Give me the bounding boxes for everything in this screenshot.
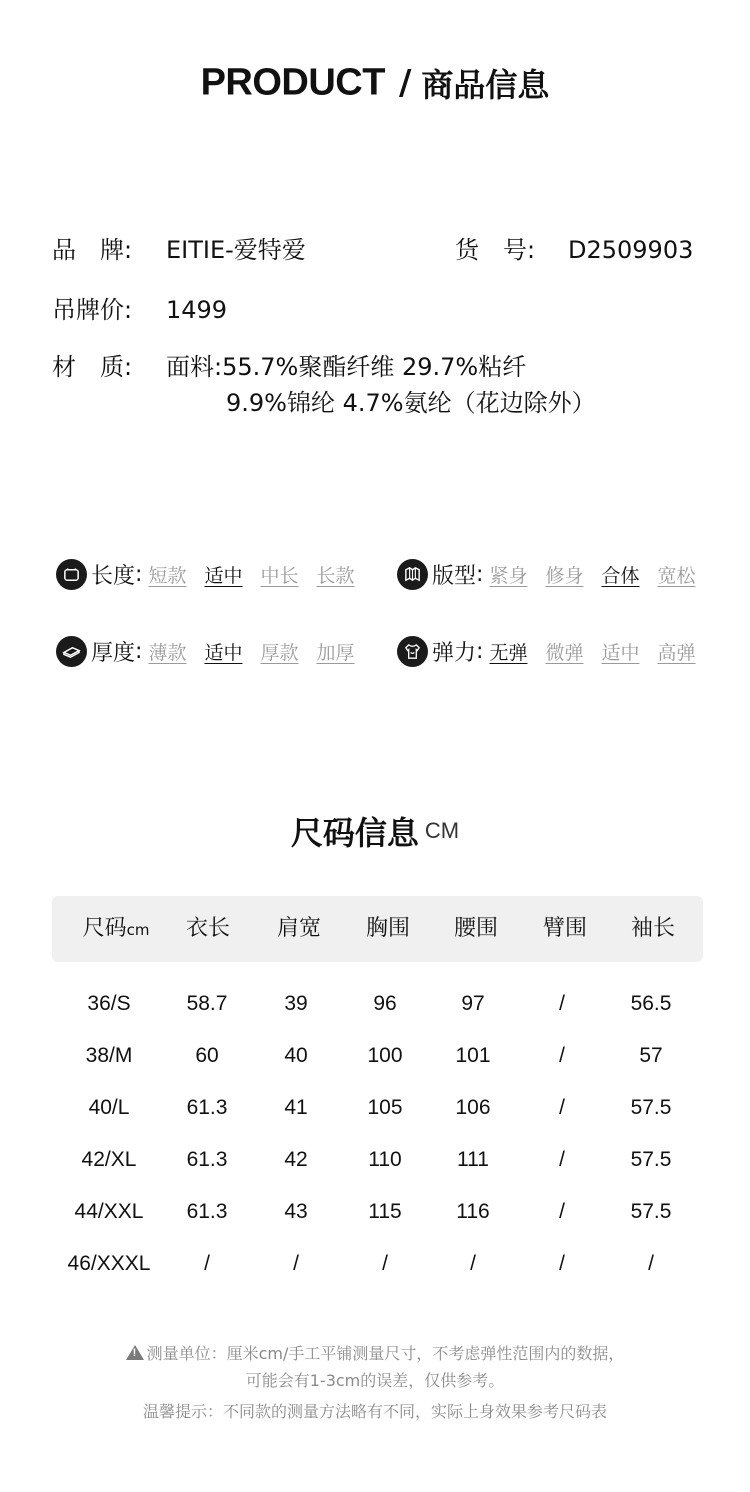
table-cell: 115 — [368, 1200, 402, 1223]
table-cell: 57 — [639, 1044, 663, 1067]
table-cell: 36/S — [87, 992, 131, 1015]
measurement-note — [0, 1341, 750, 1364]
attribute-option: 适中 — [601, 641, 640, 664]
attribute-option-selected: 适中 — [204, 564, 243, 587]
table-cell: 110 — [368, 1148, 402, 1171]
attribute-option: 高弹 — [657, 641, 696, 664]
table-cell: / — [648, 1252, 654, 1275]
attribute-option: 紧身 — [489, 564, 528, 587]
table-cell: 106 — [455, 1096, 491, 1119]
brand-label: 品 牌: — [52, 236, 133, 264]
table-cell: 40 — [284, 1044, 308, 1067]
sku-label: 货 号: — [455, 236, 536, 264]
table-cell: / — [382, 1252, 388, 1275]
brand-row — [52, 230, 306, 265]
attribute-option: 修身 — [545, 564, 584, 587]
attribute-name: 弹力 — [432, 640, 477, 666]
column-header-size: 尺码cm — [82, 916, 150, 941]
table-cell: / — [559, 1096, 565, 1119]
elasticity-icon — [397, 636, 428, 667]
attribute-fit — [397, 558, 696, 590]
warning-icon — [126, 1345, 144, 1360]
table-cell: 111 — [457, 1148, 489, 1171]
table-row — [0, 1200, 750, 1230]
column-header: 肩宽 — [276, 916, 322, 941]
page-header — [0, 60, 750, 106]
table-cell: 96 — [373, 992, 397, 1015]
table-cell: / — [470, 1252, 476, 1275]
attribute-colon: : — [476, 638, 484, 664]
attribute-length — [56, 558, 355, 590]
table-cell: 42/XL — [81, 1148, 137, 1171]
table-row — [0, 1096, 750, 1126]
attribute-name: 版型 — [432, 563, 477, 589]
table-cell: / — [293, 1252, 299, 1275]
length-icon — [56, 559, 87, 590]
attribute-name: 长度 — [91, 563, 136, 589]
brand-value: EITIE-爱特爱 — [166, 236, 306, 264]
table-cell: 60 — [195, 1044, 219, 1067]
attribute-option: 宽松 — [657, 564, 696, 587]
attribute-option: 厚款 — [260, 641, 299, 664]
size-title: 尺码信息 — [290, 814, 419, 852]
table-cell: 61.3 — [186, 1200, 228, 1223]
table-cell: / — [204, 1252, 210, 1275]
table-cell: 105 — [367, 1096, 403, 1119]
size-unit: CM — [424, 818, 460, 843]
table-cell: 116 — [456, 1200, 490, 1223]
attribute-option-selected: 无弹 — [489, 641, 528, 664]
attribute-option: 中长 — [260, 564, 299, 587]
table-row — [0, 1044, 750, 1074]
attribute-colon: : — [135, 638, 143, 664]
table-cell: / — [559, 1200, 565, 1223]
table-cell: 46/XXXL — [67, 1252, 151, 1275]
column-header: 衣长 — [185, 916, 231, 941]
table-cell: 57.5 — [630, 1200, 672, 1223]
attribute-option-selected: 合体 — [601, 564, 640, 587]
column-header: 臂围 — [542, 916, 588, 941]
attribute-option: 薄款 — [148, 641, 187, 664]
title-cn: 商品信息 — [421, 66, 550, 104]
table-cell: 38/M — [85, 1044, 133, 1067]
note-line1: 测量单位：厘米cm/手工平铺测量尺寸，不考虑弹性范围内的数据， — [146, 1344, 625, 1363]
table-cell: 61.3 — [186, 1096, 228, 1119]
table-row — [0, 992, 750, 1022]
material-row — [52, 347, 526, 382]
table-cell: 43 — [284, 1200, 308, 1223]
material-line1: 面料:55.7%聚酯纤维 29.7%粘纤 — [166, 353, 527, 381]
table-cell: 101 — [455, 1044, 491, 1067]
sku-value: D2509903 — [568, 236, 694, 264]
thickness-icon — [56, 636, 87, 667]
table-cell: 41 — [284, 1096, 308, 1119]
table-cell: / — [559, 1044, 565, 1067]
table-cell: 40/L — [88, 1096, 130, 1119]
title-en: PRODUCT — [200, 61, 385, 104]
table-cell: 58.7 — [186, 992, 228, 1015]
sku-row — [455, 230, 693, 265]
column-header: 胸围 — [365, 916, 411, 941]
material-label: 材 质: — [52, 353, 133, 381]
table-cell: 44/XXL — [74, 1200, 144, 1223]
table-cell: 100 — [367, 1044, 403, 1067]
note-line3: 温馨提示：不同款的测量方法略有不同，实际上身效果参考尺码表 — [142, 1402, 607, 1421]
price-row — [52, 290, 227, 325]
table-cell: 97 — [461, 992, 485, 1015]
price-value: 1499 — [166, 296, 228, 324]
price-label: 吊牌价: — [52, 296, 133, 324]
table-cell: 61.3 — [186, 1148, 228, 1171]
fit-icon — [397, 559, 428, 590]
table-cell: 57.5 — [630, 1096, 672, 1119]
note-line2: 可能会有1-3cm的误差，仅供参考。 — [245, 1371, 505, 1390]
table-cell: / — [559, 1148, 565, 1171]
column-header: 袖长 — [630, 916, 676, 941]
material-line2: 9.9%锦纶 4.7%氨纶（花边除外） — [226, 389, 596, 417]
attribute-option-selected: 适中 — [204, 641, 243, 664]
attribute-option: 短款 — [148, 564, 187, 587]
table-cell: / — [559, 992, 565, 1015]
column-header: 腰围 — [453, 916, 499, 941]
attribute-option: 微弹 — [545, 641, 584, 664]
attribute-option: 长款 — [316, 564, 355, 587]
table-cell: 39 — [284, 992, 308, 1015]
table-cell: 57.5 — [630, 1148, 672, 1171]
attribute-colon: : — [476, 561, 484, 587]
attribute-name: 厚度 — [91, 640, 136, 666]
attribute-thickness — [56, 635, 355, 667]
table-cell: 42 — [284, 1148, 308, 1171]
table-row — [0, 1252, 750, 1282]
size-section-title — [0, 808, 750, 854]
table-cell: / — [559, 1252, 565, 1275]
attribute-option: 加厚 — [316, 641, 355, 664]
size-table-header — [52, 896, 703, 962]
attribute-colon: : — [135, 561, 143, 587]
table-row — [0, 1148, 750, 1178]
title-separator: / — [398, 63, 412, 103]
attribute-elasticity — [397, 635, 696, 667]
table-cell: 56.5 — [630, 992, 672, 1015]
